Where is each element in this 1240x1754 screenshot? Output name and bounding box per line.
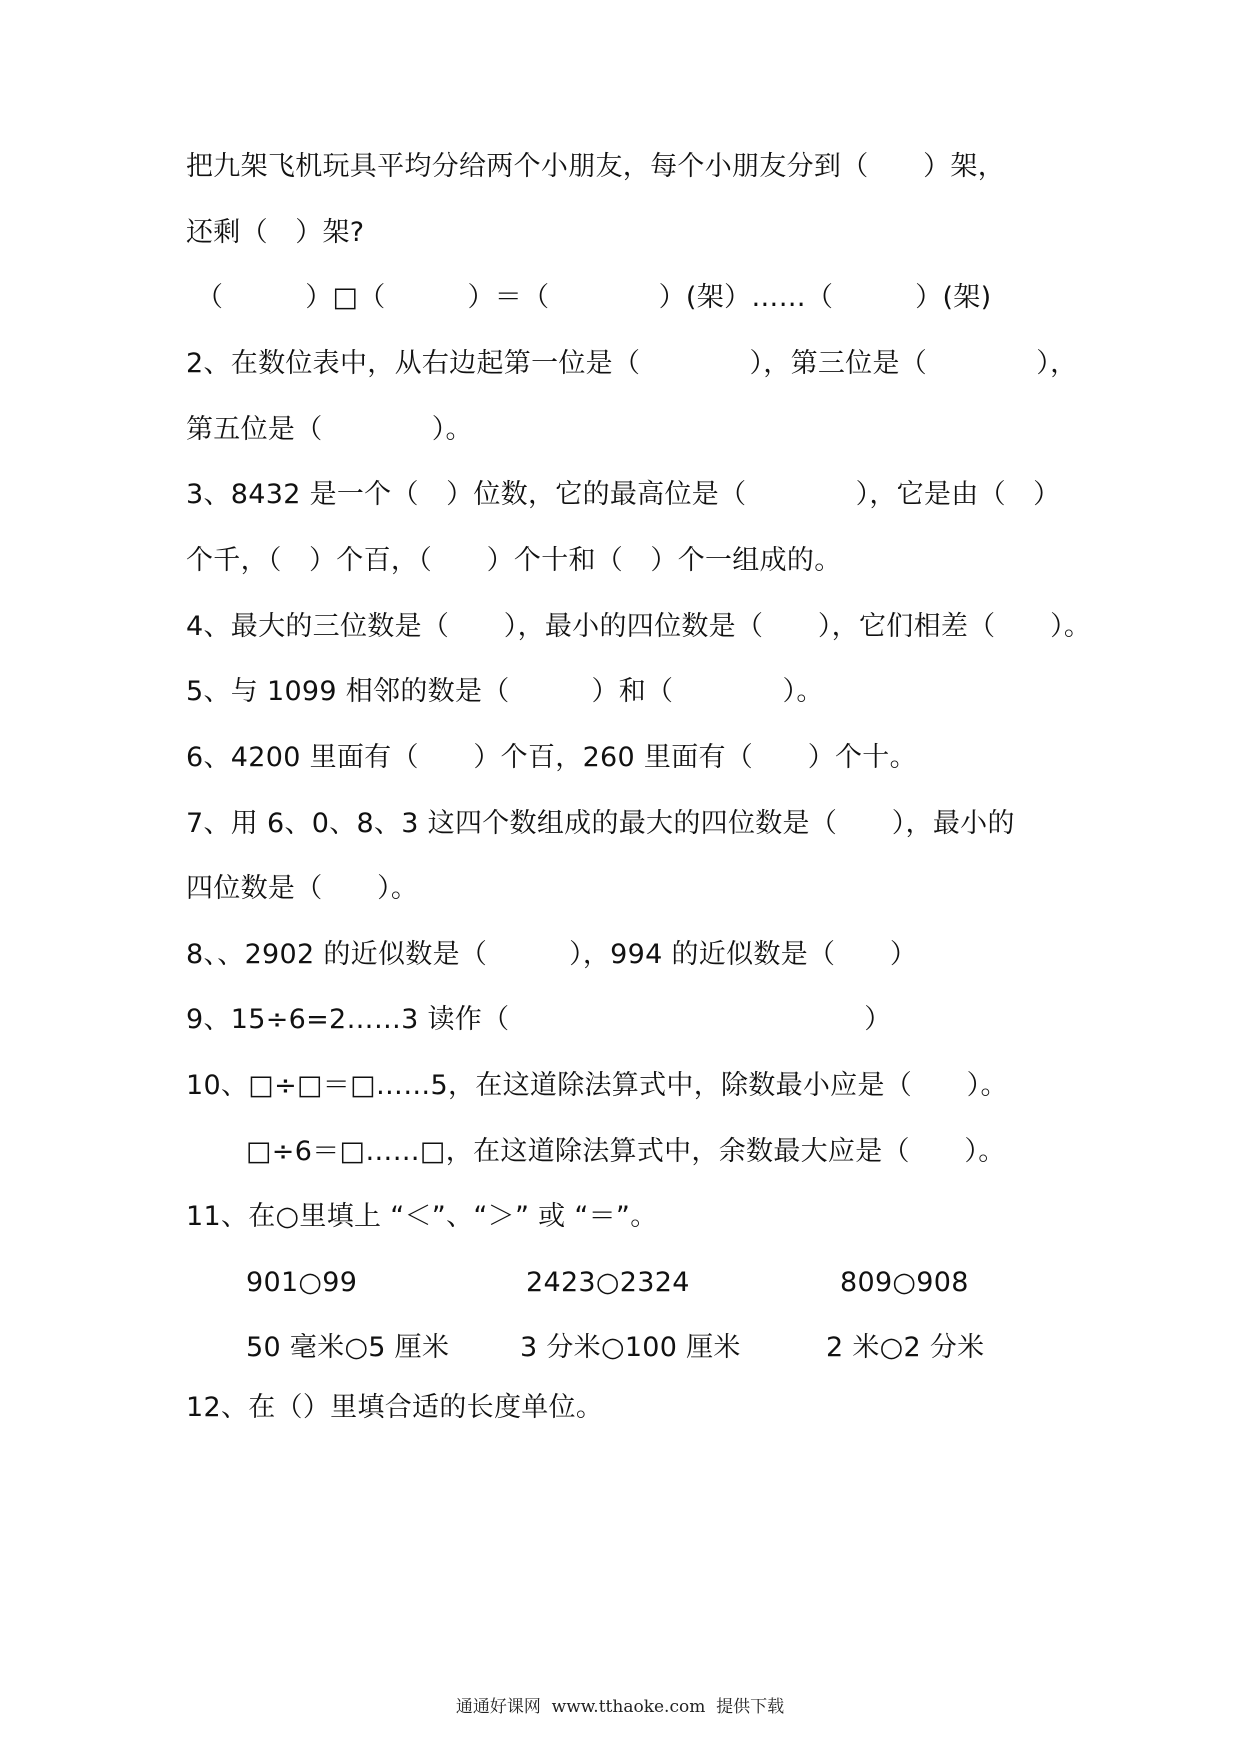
question-line: 11、在○里填上 “＜”、“＞” 或 “＝”。: [186, 1201, 658, 1232]
question-line: 7、用 6、0、8、3 这四个数组成的最大的四位数是（ ），最小的: [186, 808, 1015, 839]
question-line: 个千，（ ）个百，（ ）个十和（ ）个一组成的。: [186, 545, 842, 576]
question-line: 5、与 1099 相邻的数是（ ）和（ ）。: [186, 676, 824, 707]
question-line: 9、15÷6=2……3 读作（ ）: [186, 1004, 892, 1035]
question-line: 四位数是（ ）。: [186, 873, 419, 904]
footer-credit: 通通好课网 www.tthaoke.com 提供下载: [455, 1697, 785, 1717]
question-line: 12、在（）里填合适的长度单位。: [186, 1392, 604, 1423]
question-line: 3、8432 是一个（ ）位数，它的最高位是（ ），它是由（ ）: [186, 479, 1061, 510]
question-line: 2423○2324: [526, 1267, 690, 1298]
question-line: 3 分米○100 厘米: [520, 1332, 741, 1363]
question-line: 8、、2902 的近似数是（ ），994 的近似数是（ ）: [186, 939, 918, 970]
question-line: 809○908: [840, 1267, 969, 1298]
question-line: □÷6＝□……□，在这道除法算式中，余数最大应是（ ）。: [246, 1136, 1006, 1167]
question-line: （ ）□（ ）＝（ ）(架）……（ ）(架): [196, 282, 992, 313]
question-line: 4、最大的三位数是（ ），最小的四位数是（ ），它们相差（ ）。: [186, 611, 1092, 642]
question-line: 50 毫米○5 厘米: [246, 1332, 450, 1363]
question-line: 2、在数位表中，从右边起第一位是（ ），第三位是（ ），: [186, 348, 1078, 379]
question-line: 把九架飞机玩具平均分给两个小朋友，每个小朋友分到（ ）架，: [186, 151, 1005, 182]
question-line: 2 米○2 分米: [826, 1332, 985, 1363]
question-line: 901○99: [246, 1267, 358, 1298]
question-line: 第五位是（ ）。: [186, 414, 473, 445]
question-line: 6、4200 里面有（ ）个百，260 里面有（ ）个十。: [186, 742, 917, 773]
question-line: 还剩（ ）架?: [186, 217, 365, 248]
question-line: 10、□÷□＝□……5，在这道除法算式中，除数最小应是（ ）。: [186, 1070, 1008, 1101]
